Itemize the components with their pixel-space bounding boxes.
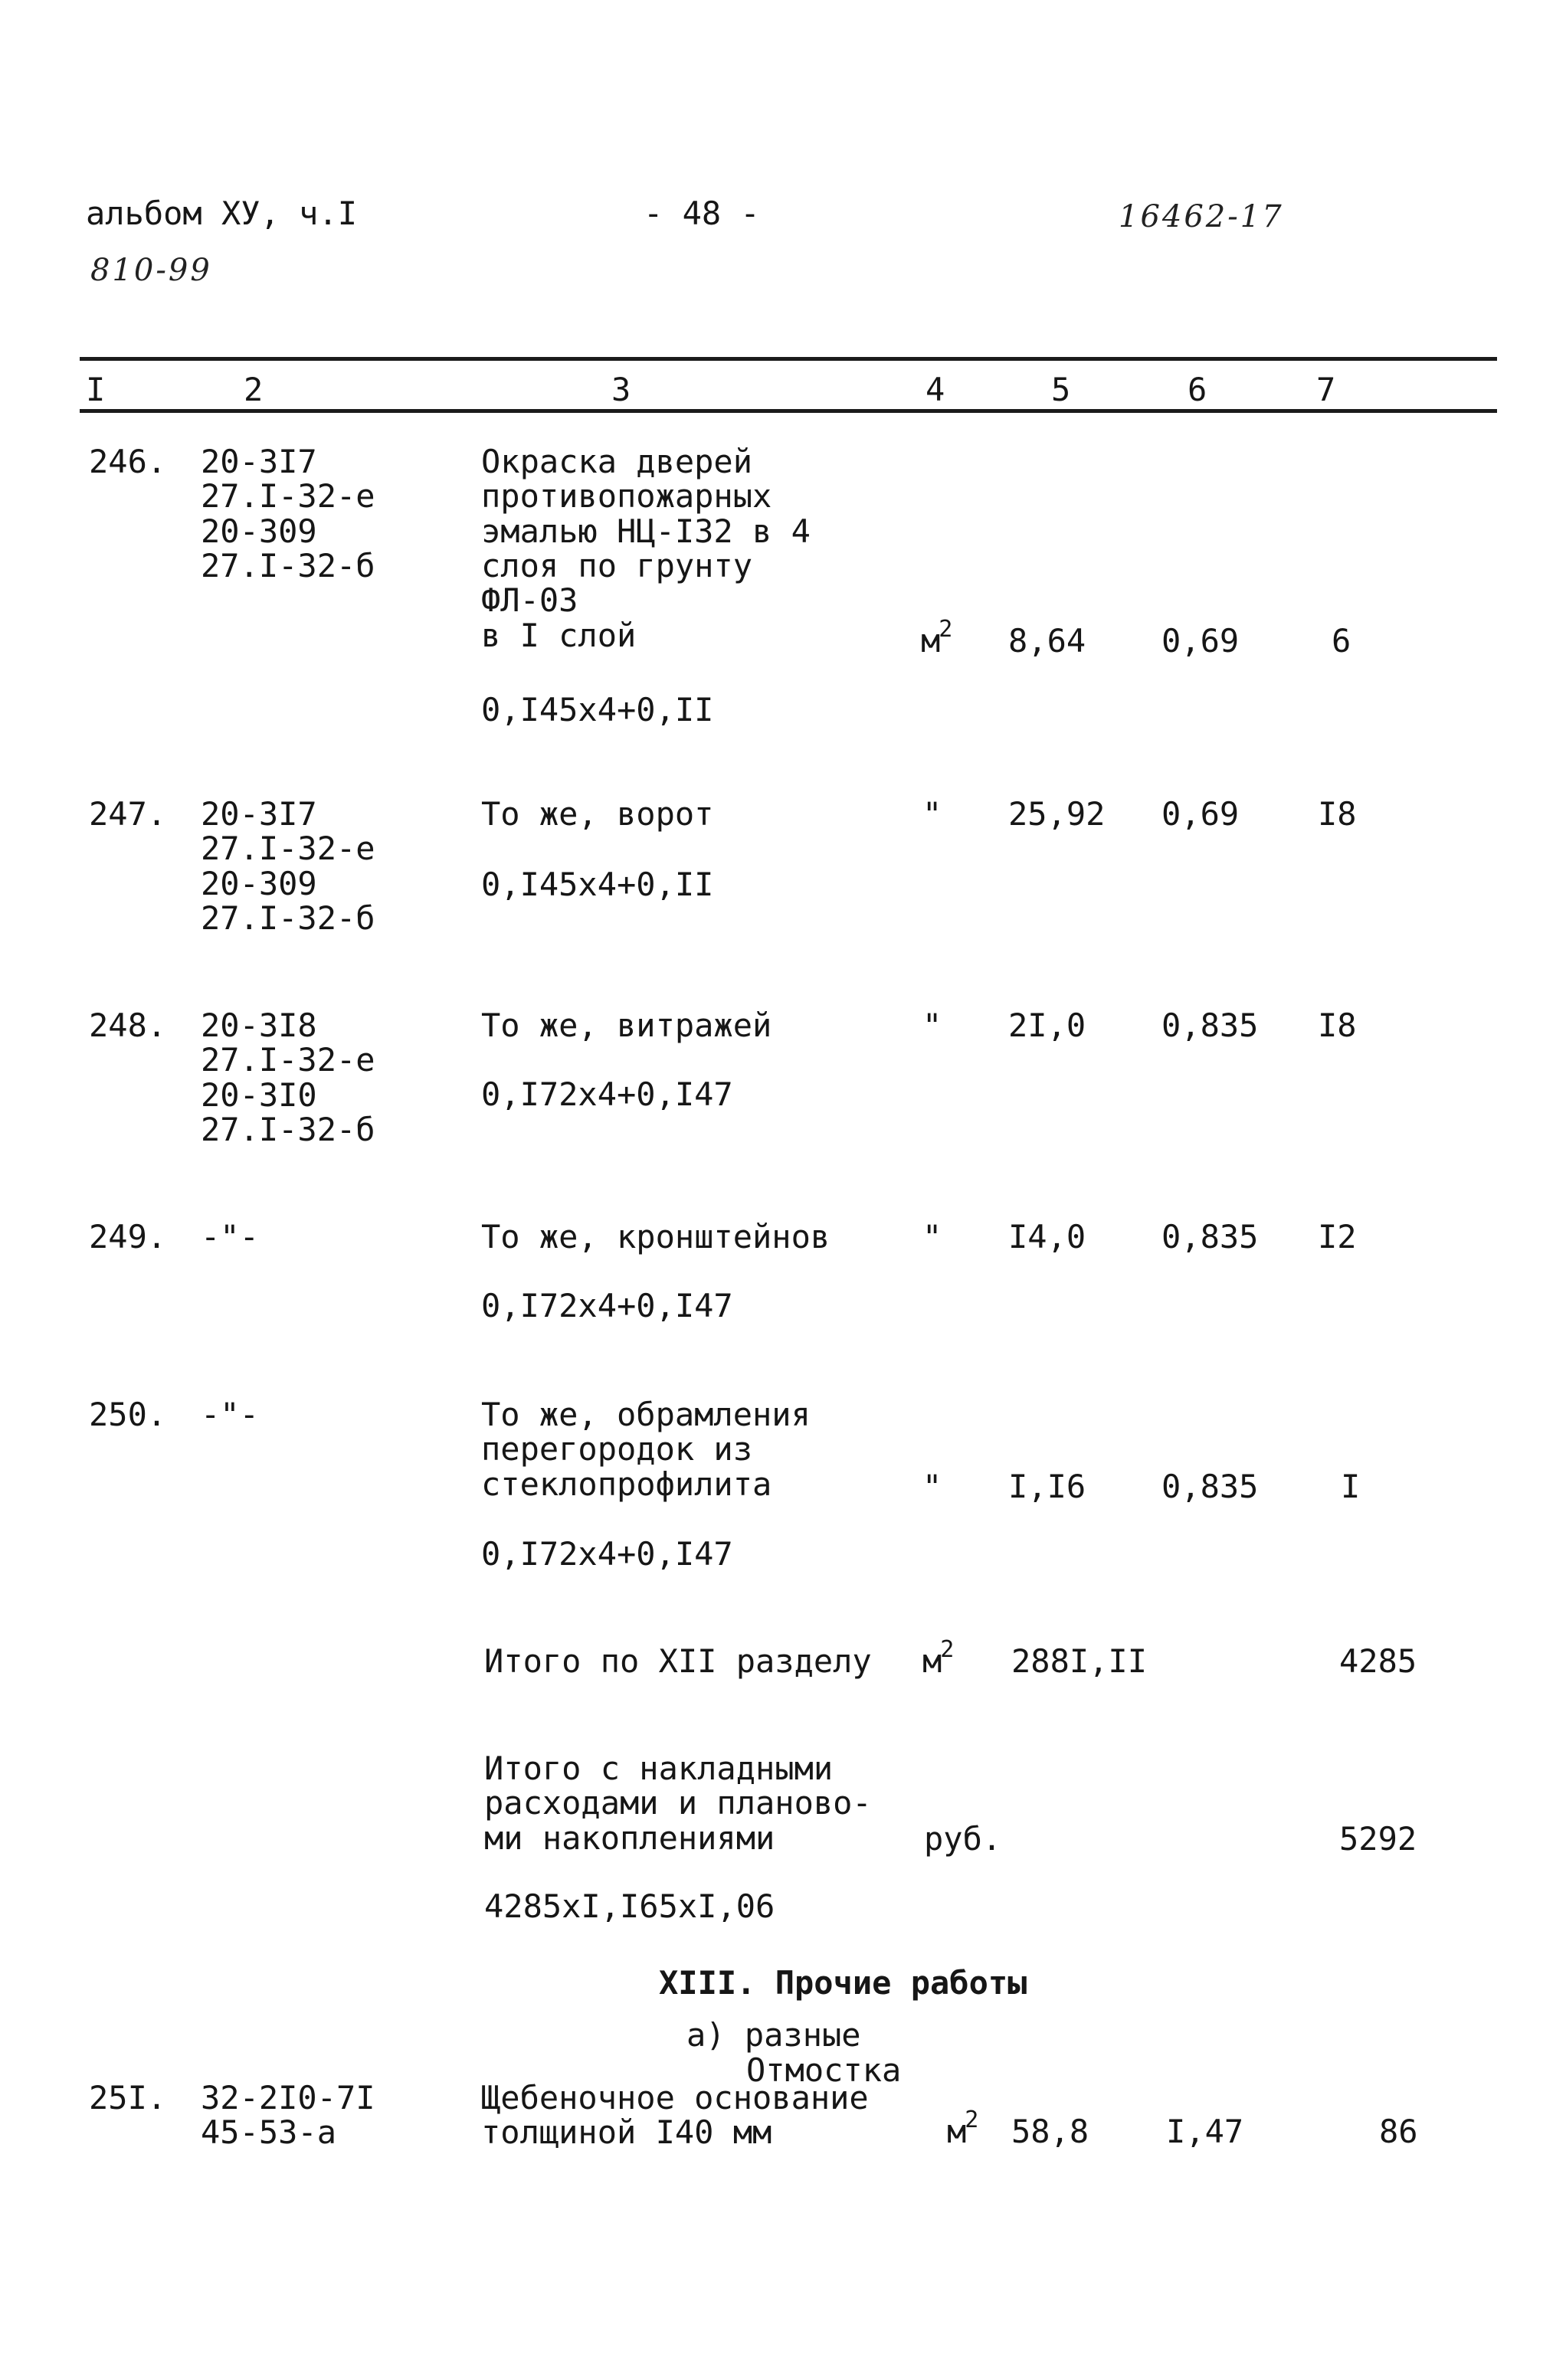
row-unit: " [922, 1468, 942, 1505]
description-line: противопожарных [481, 477, 772, 516]
row-quantity: I4,0 [1008, 1218, 1086, 1255]
description-line: слоя по грунту [481, 547, 753, 585]
row-unit [921, 616, 953, 660]
handwritten-sub-code: 810-99 [90, 253, 212, 288]
code: 27.I-32-е [201, 477, 375, 516]
column-header-2: 2 [244, 371, 264, 408]
row-unit: " [922, 1007, 942, 1044]
row-unit [947, 2107, 979, 2150]
subtotal-label: Итого по ХII разделу [484, 1642, 872, 1680]
row-description: То же, кронштейнов [481, 1218, 831, 1255]
code: 20-3I8 [201, 1007, 317, 1044]
row-formula: 0,I72x4+0,I47 [481, 1287, 733, 1324]
section-subtitle: а) разные [686, 2016, 861, 2054]
row-unit: " [922, 1218, 942, 1255]
code: 45-53-а [201, 2113, 337, 2152]
row-number: 248. [89, 1007, 167, 1044]
column-header-6: 6 [1188, 371, 1207, 408]
description-line: Щебеночное основание [481, 2079, 869, 2116]
unit-superscript: 2 [965, 2107, 979, 2133]
overhead-label [484, 1751, 872, 1855]
row-number: 247. [89, 795, 167, 833]
subtotal-total: 4285 [1339, 1642, 1417, 1680]
overhead-label-line: расходами и планово- [484, 1784, 872, 1822]
overhead-label-line: Итого с накладными [484, 1750, 834, 1787]
overhead-label-line: ми накоплениями [484, 1819, 775, 1857]
section-title: ХIII. Прочие работы [659, 1964, 1027, 2002]
row-number: 246. [89, 443, 167, 480]
subtotal-unit [922, 1636, 955, 1680]
row-total: I8 [1318, 1007, 1357, 1044]
code: 20-309 [201, 512, 317, 550]
row-formula: 0,I45x4+0,II [481, 691, 714, 728]
description-line: толщиной I40 мм [481, 2113, 772, 2152]
row-price: I,47 [1166, 2113, 1244, 2150]
row-quantity: 25,92 [1008, 795, 1106, 833]
overhead-unit: руб. [924, 1820, 1002, 1858]
table-top-rule [80, 357, 1497, 361]
code: 27.I-32-е [201, 830, 375, 868]
row-formula: 0,I72x4+0,I47 [481, 1075, 733, 1113]
description-line: То же, обрамления [481, 1396, 811, 1433]
row-quantity: 58,8 [1011, 2113, 1089, 2150]
row-price: 0,69 [1161, 795, 1240, 833]
description-line: стеклопрофилита [481, 1465, 772, 1503]
row-codes [201, 444, 375, 583]
code: 20-309 [201, 864, 317, 902]
description-line: эмалью НЦ-I32 в 4 [481, 512, 811, 550]
row-formula: 0,I45x4+0,II [481, 866, 714, 903]
column-header-1: I [86, 371, 106, 408]
row-codes [201, 2080, 375, 2150]
row-price: 0,69 [1161, 622, 1240, 660]
column-header-4: 4 [926, 371, 945, 408]
row-price: 0,835 [1161, 1468, 1259, 1505]
row-number: 25I. [89, 2079, 167, 2116]
row-description [481, 1397, 811, 1501]
subtotal-quantity: 288I,II [1011, 1642, 1148, 1680]
row-description [481, 2080, 869, 2150]
row-formula: 0,I72x4+0,I47 [481, 1535, 733, 1573]
description-line: в I слой [481, 616, 637, 654]
code: 27.I-32-б [201, 1111, 375, 1149]
row-description: То же, ворот [481, 795, 714, 833]
description-line: перегородок из [481, 1430, 753, 1468]
row-number: 250. [89, 1396, 167, 1433]
row-price: 0,835 [1161, 1218, 1259, 1255]
row-codes: -"- [201, 1218, 259, 1255]
row-number: 249. [89, 1218, 167, 1255]
column-header-3: 3 [611, 371, 631, 408]
description-line: ФЛ-03 [481, 581, 578, 620]
description-line: Окраска дверей [481, 443, 753, 480]
table-header-rule [80, 409, 1497, 413]
row-codes: -"- [201, 1396, 259, 1433]
overhead-total: 5292 [1339, 1820, 1417, 1858]
code: 27.I-32-б [201, 899, 375, 938]
unit-text: м [921, 622, 941, 660]
row-total: I8 [1318, 795, 1357, 833]
unit-superscript: 2 [939, 616, 953, 643]
row-price: 0,835 [1161, 1007, 1259, 1044]
code: 27.I-32-б [201, 547, 375, 585]
section-subsubtitle: Отмостка [746, 2051, 902, 2089]
album-label: альбом ХУ, ч.I [86, 195, 358, 232]
overhead-formula: 4285xI,I65xI,06 [484, 1887, 775, 1925]
page-number: - 48 - [644, 195, 760, 232]
row-description: То же, витражей [481, 1007, 772, 1044]
row-codes [201, 1008, 375, 1147]
row-quantity: 2I,0 [1008, 1007, 1086, 1044]
row-unit: " [922, 795, 942, 833]
unit-text: м [947, 2113, 967, 2150]
handwritten-doc-code: 16462-17 [1119, 199, 1284, 234]
code: 20-3I7 [201, 443, 317, 480]
unit-superscript: 2 [940, 1636, 955, 1663]
code: 20-3I7 [201, 795, 317, 833]
row-total: I2 [1318, 1218, 1357, 1255]
code: 27.I-32-е [201, 1041, 375, 1079]
row-total: 6 [1332, 622, 1351, 660]
code: 32-2I0-7I [201, 2079, 375, 2116]
row-total: I [1341, 1468, 1361, 1505]
row-codes [201, 795, 375, 938]
row-quantity: 8,64 [1008, 622, 1086, 660]
code: 20-3I0 [201, 1075, 317, 1114]
unit-text: м [922, 1642, 942, 1680]
row-quantity: I,I6 [1008, 1468, 1086, 1505]
row-total: 86 [1379, 2113, 1418, 2150]
column-header-5: 5 [1051, 371, 1071, 408]
row-description [481, 444, 811, 653]
column-header-7: 7 [1316, 371, 1336, 408]
